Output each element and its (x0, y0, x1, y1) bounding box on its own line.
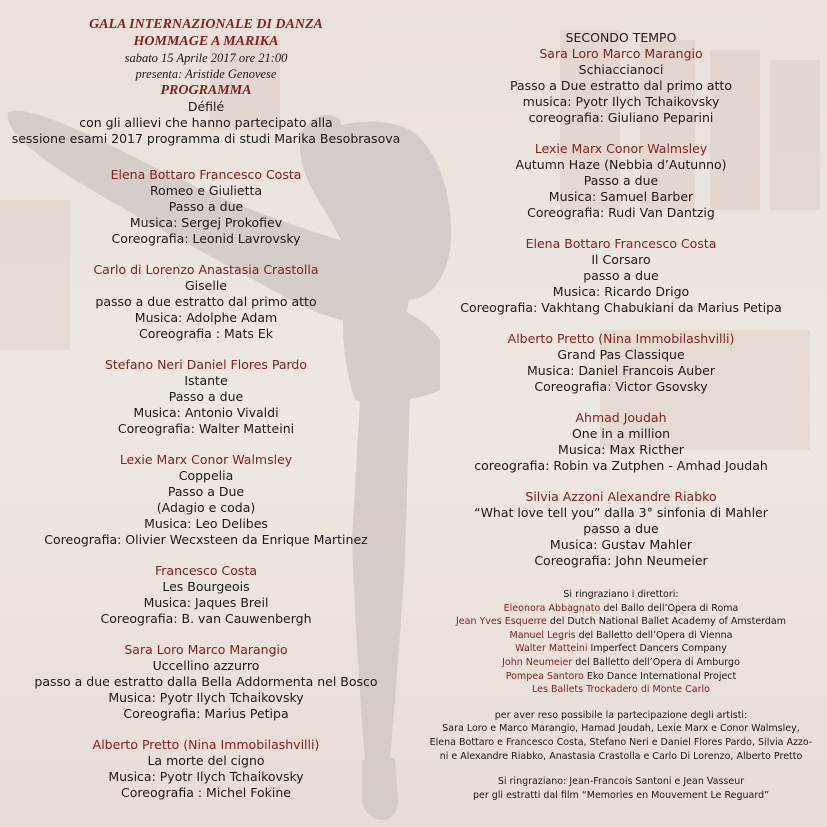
director-name: Jean Yves Esquerre (455, 616, 547, 628)
acknowledgements (415, 588, 827, 802)
program-line: Coreografia: John Neumeier (534, 553, 708, 568)
program-line: coreografia: Robin va Zutphen - Amhad Joudah (474, 458, 768, 473)
program-line: Coreografia: Leonid Lavrovsky (111, 231, 301, 246)
program-line: coreografia: Giuliano Peparini (528, 110, 714, 125)
program-block (0, 563, 412, 627)
program-line: Musica: Pyotr Ilych Tchaikovsky (108, 769, 304, 784)
performers: Silvia Azzoni Alexandre Riabko (525, 489, 717, 504)
director-name: Eleonora Abbagnato (503, 602, 601, 614)
program-line: Musica: Antonio Vivaldi (133, 405, 279, 420)
directors-list (415, 602, 827, 697)
program-line: Passo a due (583, 173, 659, 188)
director-name: Walter Matteini (515, 643, 588, 655)
program-line: La morte del cigno (147, 753, 265, 768)
performers: Francesco Costa (154, 563, 258, 578)
program-line: “What love tell you” dalla 3° sinfonia di Mahler (474, 505, 768, 520)
artists-paragraph (415, 709, 827, 763)
program-line: Schiaccianoci (578, 62, 664, 77)
program-block (0, 357, 412, 437)
performers: Ahmad Joudah (575, 410, 667, 425)
program-line: Musica: Max Ricther (558, 442, 684, 457)
director-organization: Imperfect Dancers Company (587, 643, 727, 655)
program-block (415, 141, 827, 221)
program-line: Romeo e Giulietta (149, 183, 263, 198)
artists-line: ni e Alexandre Riabko, Anastasia Crastolla e Carlo Di Lorenzo, Alberto Pretto (439, 750, 803, 762)
program-block (415, 331, 827, 395)
left-column (0, 16, 412, 801)
director-line (415, 629, 827, 643)
program-line: Musica: Adolphe Adam (134, 310, 278, 325)
performers: Lexie Marx Conor Walmsley (119, 452, 293, 467)
program-line: Musica: Leo Delibes (144, 516, 268, 531)
director-organization: del Ballo dell’Opera di Roma (600, 602, 739, 614)
program-line: Coreografia: Rudi Van Dantzig (527, 205, 715, 220)
director-name: Pompea Santoro (505, 670, 584, 682)
program-block (0, 452, 412, 548)
intro-block (0, 99, 412, 147)
program-line: Musica: Daniel Francois Auber (527, 363, 715, 378)
program-block (415, 46, 827, 126)
director-line (415, 602, 827, 616)
director-line (415, 670, 827, 684)
secondo-tempo-heading: SECONDO TEMPO (565, 30, 677, 45)
program-block (0, 642, 412, 722)
program-line: Passo a due (168, 389, 244, 404)
event-presenter: presenta: Aristide Genovese (135, 67, 277, 81)
program-line: Coreografia: Olivier Wecxsteen da Enrique Martinez (44, 532, 368, 547)
event-subtitle: HOMMAGE A MARIKA (133, 34, 279, 49)
event-date: sabato 15 Aprile 2017 ore 21:00 (124, 51, 288, 65)
program-line: passo a due estratto dalla Bella Addormenta nel Bosco (34, 674, 378, 689)
program-line: Coppelia (178, 468, 234, 483)
program-line: Passo a due (168, 199, 244, 214)
director-line (415, 615, 827, 629)
program-line: passo a due (583, 268, 659, 283)
program-line: Grand Pas Classique (557, 347, 685, 362)
credits-line: Si ringraziano: Jean-Francois Santoni e Jean Vasseur (497, 776, 745, 788)
left-program-list (0, 167, 412, 801)
program-block (415, 236, 827, 316)
director-name: Manuel Legris (509, 629, 576, 641)
program-line: Giselle (185, 278, 227, 293)
director-line (415, 642, 827, 656)
thanks-intro: Si ringraziano i direttori: (563, 589, 679, 600)
program-line: One in a million (571, 426, 671, 441)
program-line: Uccellino azzurro (152, 658, 260, 673)
film-credits (415, 775, 827, 802)
program-line: Les Bourgeois (162, 579, 250, 594)
program-line: Coreografia: Marius Petipa (123, 706, 289, 721)
director-organization: del Balletto dell’Opera di Amburgo (572, 656, 740, 668)
director-organization: del Balletto dell’Opera di Vienna (575, 629, 733, 641)
performers: Sara Loro Marco Marangio (124, 642, 288, 657)
performers: Stefano Neri Daniel Flores Pardo (104, 357, 308, 372)
program-line: Coreografia: B. van Cauwenbergh (100, 611, 312, 626)
director-name: John Neumeier (502, 656, 573, 668)
program-line: Musica: Pyotr Ilych Tchaikovsky (108, 690, 304, 705)
program-line: Coreografia: Walter Matteini (117, 421, 295, 436)
program-line: (Adagio e coda) (156, 500, 256, 515)
program-line: passo a due estratto dal primo atto (95, 294, 317, 309)
intro-line: sessione esami 2017 programma di studi Marika Besobrasova (11, 131, 401, 146)
director-line (415, 683, 827, 697)
director-name: Les Ballets Trockadero di Monte Carlo (532, 684, 710, 696)
artists-line: Elena Bottaro e Francesco Costa, Stefano Neri e Daniel Flores Pardo, Silvia Azzo- (429, 736, 813, 748)
intro-line: Défilé (187, 99, 225, 114)
director-organization: del Dutch National Ballet Academy of Amsterdam (546, 616, 787, 628)
program-line: Passo a Due (167, 484, 245, 499)
program-line: Musica: Samuel Barber (548, 189, 694, 204)
program-line: Musica: Ricardo Drigo (552, 284, 690, 299)
program-block (415, 410, 827, 474)
program-block (0, 737, 412, 801)
program-line: passo a due (583, 521, 659, 536)
performers: Elena Bottaro Francesco Costa (110, 167, 302, 182)
program-line: Musica: Gustav Mahler (549, 537, 693, 552)
program-line: Musica: Sergej Prokofiev (129, 215, 283, 230)
director-line (415, 656, 827, 670)
right-column (415, 30, 827, 802)
program-line: Musica: Jaques Breil (143, 595, 269, 610)
program-line: Autumn Haze (Nebbia d’Autunno) (515, 157, 727, 172)
program-line: Passo a Due estratto dal primo atto (510, 78, 732, 93)
program-block (0, 167, 412, 247)
performers: Lexie Marx Conor Walmsley (534, 141, 708, 156)
credits-line: per gli estratti dal film “Memories en Mouvement Le Reguard” (472, 789, 770, 801)
program-block (0, 262, 412, 342)
performers: Alberto Pretto (Nina Immobilashvilli) (92, 737, 320, 752)
program-line: musica: Pyotr Ilych Tchaikovsky (522, 94, 720, 109)
performers: Elena Bottaro Francesco Costa (525, 236, 717, 251)
artists-line: per aver reso possibile la partecipazione degli artisti: (494, 709, 748, 721)
program-line: Coreografia: Vakhtang Chabukiani da Marius Petipa (460, 300, 782, 315)
program-line: Coreografia : Michel Fokine (121, 785, 291, 800)
right-program-list (415, 141, 827, 569)
director-organization: Eko Dance International Project (583, 670, 737, 682)
performers: Carlo di Lorenzo Anastasia Crastolla (93, 262, 319, 277)
performers: Alberto Pretto (Nina Immobilashvilli) (507, 331, 735, 346)
program-line: Istante (184, 373, 228, 388)
program-line: Coreografia: Victor Gsovsky (534, 379, 708, 394)
event-header (0, 16, 412, 99)
program-block (415, 489, 827, 569)
artists-line: Sara Loro e Marco Marangio, Hamad Joudah, Lexie Marx e Conor Walmsley, (442, 723, 800, 735)
intro-line: con gli allievi che hanno partecipato alla (79, 115, 333, 130)
performers: Sara Loro Marco Marangio (539, 46, 703, 61)
event-title: GALA INTERNAZIONALE DI DANZA (89, 17, 323, 32)
programma-heading: PROGRAMMA (160, 83, 252, 98)
program-line: Coreografia : Mats Ek (139, 326, 273, 341)
program-line: Il Corsaro (591, 252, 651, 267)
